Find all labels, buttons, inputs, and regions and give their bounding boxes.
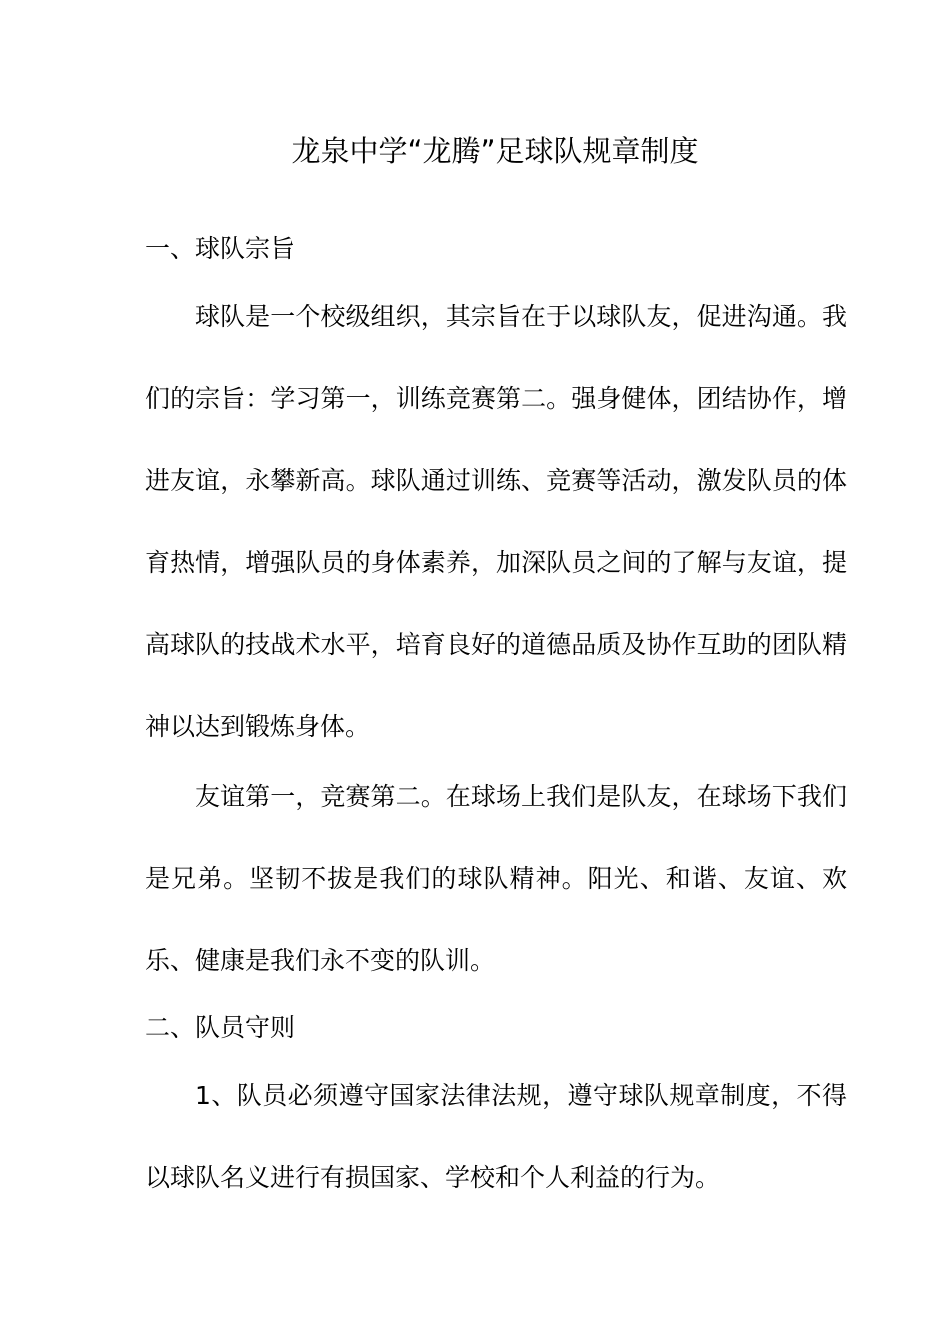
document-title: 龙泉中学“龙腾”足球队规章制度 — [291, 134, 699, 168]
paragraph-purpose-2: 友谊第一，竞赛第二。在球场上我们是队友，在球场下我们是兄弟。坚韧不拔是我们的球队精神。阳光、和谐、友谊、欢乐、健康是我们永不变的队训。 — [145, 782, 847, 975]
section-heading-purpose: 一、球队宗旨 — [145, 234, 296, 263]
paragraph-purpose-1: 球队是一个校级组织，其宗旨在于以球队友，促进沟通。我们的宗旨：学习第一，训练竞赛第二。强身健体，团结协作，增进友谊，永攀新高。球队通过训练、竞赛等活动，激发队员的体育热情，增强队员的身体素养，加深队员之间的了解与友谊，提高球队的技战术水平，培育良好的道德品质及协作互助的团队精神以达到锻炼身体。 — [145, 302, 847, 741]
paragraph-rule-1: 1、队员必须遵守国家法律法规，遵守球队规章制度，不得以球队名义进行有损国家、学校和个人利益的行为。 — [145, 1081, 847, 1192]
section-heading-rules: 二、队员守则 — [145, 1013, 296, 1042]
